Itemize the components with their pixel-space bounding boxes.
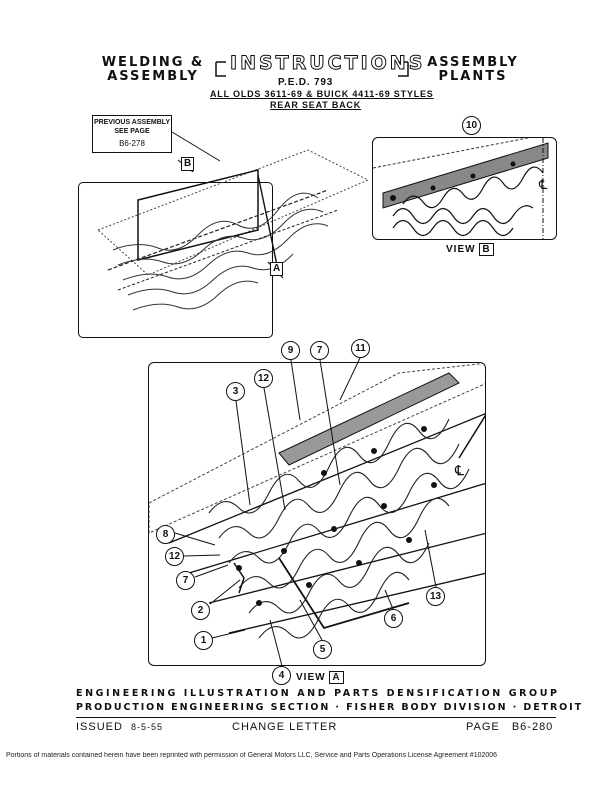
styles-line: ALL OLDS 3611-69 & BUICK 4411-69 STYLES bbox=[210, 89, 434, 99]
issued-block bbox=[76, 721, 163, 733]
callout-13: 13 bbox=[426, 587, 445, 606]
view-b-letter: B bbox=[479, 243, 493, 256]
page-block bbox=[466, 721, 553, 733]
callout-5: 5 bbox=[313, 640, 332, 659]
view-b-marker: B bbox=[181, 157, 194, 171]
ped-number: P.E.D. 793 bbox=[278, 77, 334, 88]
page-title: INSTRUCTIONS bbox=[230, 52, 426, 74]
callout-12-top: 12 bbox=[254, 369, 273, 388]
callout-9: 9 bbox=[281, 341, 300, 360]
view-a-word: VIEW bbox=[296, 672, 326, 683]
header-left-line2: ASSEMBLY bbox=[107, 69, 199, 84]
footer-line1: ENGINEERING ILLUSTRATION AND PARTS DENSIFICATION GROUP bbox=[76, 688, 560, 699]
view-a-centerline-mark: ℄ bbox=[455, 462, 464, 478]
header-left-line1: WELDING & bbox=[101, 55, 205, 70]
callout-2: 2 bbox=[191, 601, 210, 620]
header-right-line2: PLANTS bbox=[438, 69, 508, 84]
issued-label: ISSUED bbox=[76, 721, 123, 733]
page-number: B6-280 bbox=[511, 721, 554, 733]
view-a-caption bbox=[296, 672, 344, 684]
footer-line2: PRODUCTION ENGINEERING SECTION · FISHER BODY DIVISION · DETROIT bbox=[76, 702, 583, 713]
callout-6: 6 bbox=[384, 609, 403, 628]
callout-8: 8 bbox=[156, 525, 175, 544]
page-label: PAGE bbox=[466, 721, 500, 733]
see-page-label: SEE PAGE bbox=[114, 128, 150, 135]
callout-12-left: 12 bbox=[165, 547, 184, 566]
issued-date: 8-5-55 bbox=[131, 722, 164, 732]
view-b-word: VIEW bbox=[446, 244, 476, 255]
view-a-letter: A bbox=[329, 671, 343, 684]
header-right-line1: ASSEMBLY bbox=[427, 55, 519, 70]
callout-10: 10 bbox=[462, 116, 481, 135]
callout-7-left: 7 bbox=[176, 571, 195, 590]
subject-line: REAR SEAT BACK bbox=[270, 100, 362, 110]
view-b-centerline-mark: ℄ bbox=[539, 177, 548, 192]
permission-notice: Portions of materials contained herein have been reprinted with permission of General Motors LLC, Service and Parts Operations License Agreement #102006 bbox=[6, 752, 498, 759]
callout-1: 1 bbox=[194, 631, 213, 650]
previous-assembly-label: PREVIOUS ASSEMBLY bbox=[93, 119, 171, 126]
view-a-marker: A bbox=[270, 262, 283, 276]
callout-11: 11 bbox=[351, 339, 370, 358]
footer-rule bbox=[76, 717, 556, 718]
callout-7-top: 7 bbox=[310, 341, 329, 360]
change-letter-label: CHANGE LETTER bbox=[232, 721, 338, 733]
callout-4: 4 bbox=[272, 666, 291, 685]
previous-page-number: B6-278 bbox=[119, 139, 145, 148]
callout-3: 3 bbox=[226, 382, 245, 401]
